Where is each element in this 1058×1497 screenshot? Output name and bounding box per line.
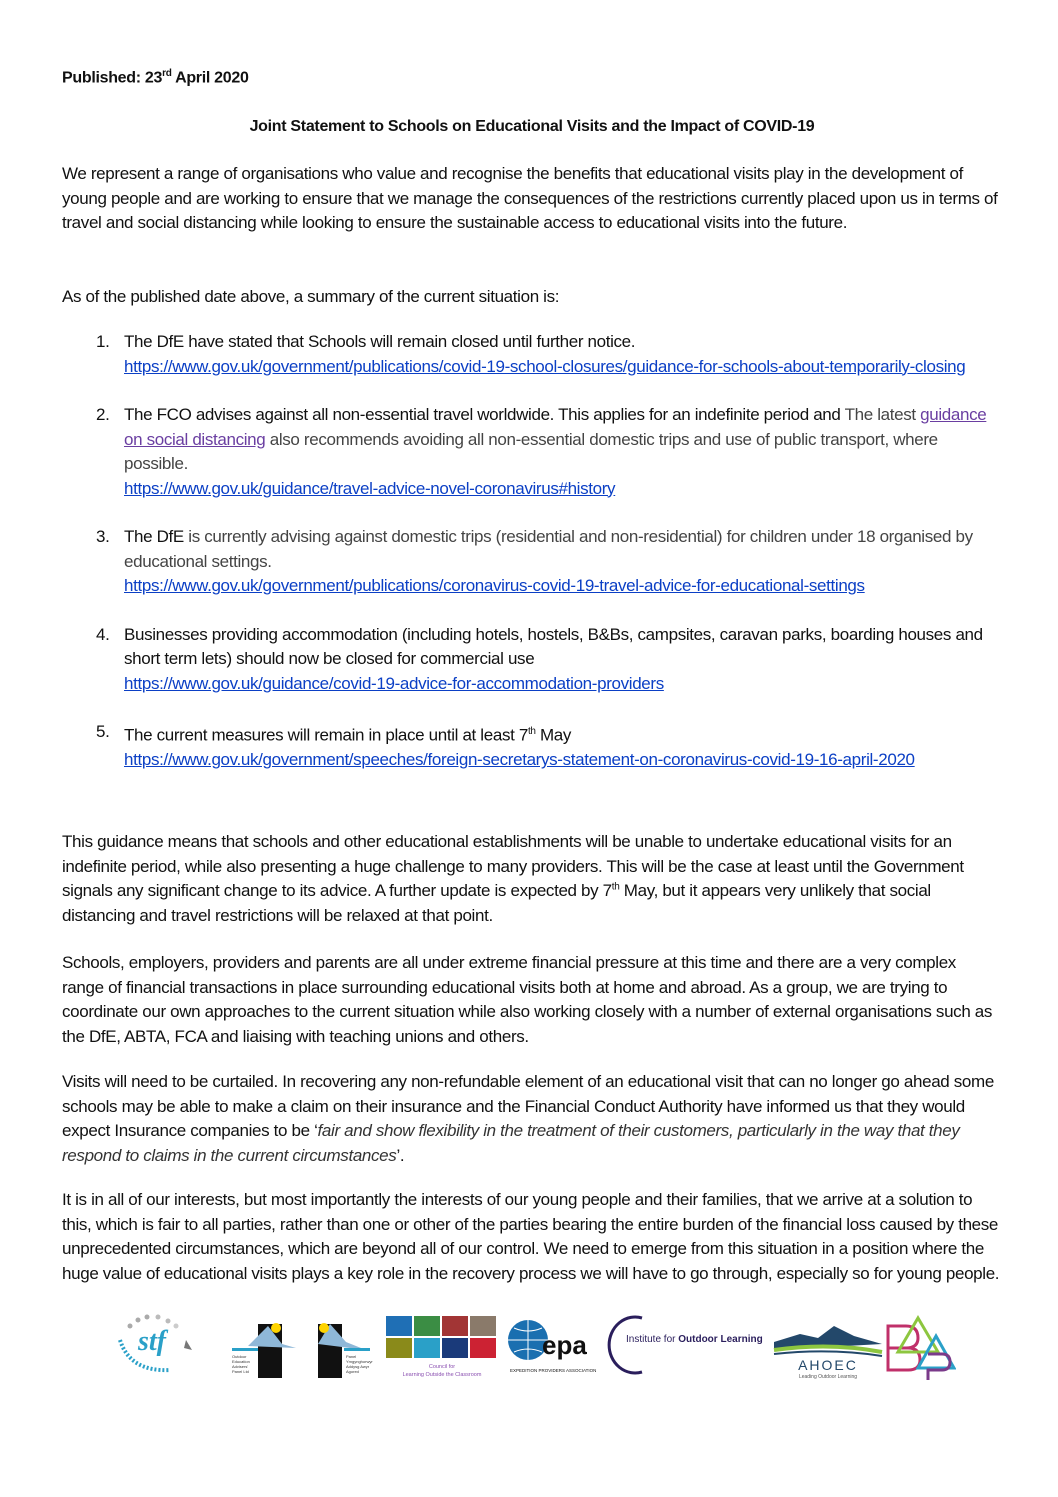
- svg-text:Panel Ltd: Panel Ltd: [232, 1369, 249, 1374]
- item-link[interactable]: https://www.gov.uk/government/publications/covid-19-school-closures/guidance-for-schools-about-temporarily-closing: [124, 356, 966, 376]
- item-link[interactable]: https://www.gov.uk/government/speeches/foreign-secretarys-statement-on-coronavirus-covid-19-16-april-2020: [124, 750, 915, 770]
- svg-text:Addysg Awyr: Addysg Awyr: [346, 1364, 370, 1369]
- published-date: [62, 68, 249, 87]
- published-label: Published: 23: [62, 69, 163, 87]
- list-number: 1.: [96, 332, 110, 351]
- para1-sup: th: [611, 881, 620, 893]
- item-text-grey: is currently advising against domestic trips (residential and non-residential) for children under 18 organised by educational settings.: [124, 527, 973, 571]
- conclusion-paragraph: It is in all of our interests, but most importantly the interests of our young people and their families, that we arrive at a solution to this, which is fair to all parties, rather than one or other of the parties bearing the entire burden of the financial loss caused by these unprecedented circumstances, which are beyond all of our control. We need to emerge from this situation in a position where the huge value of educational visits plays a key role in the recovery process we will have to go through, especially so for young people.: [62, 1190, 1000, 1283]
- situation-list: [62, 330, 1002, 773]
- financial-pressure-paragraph: Schools, employers, providers and parents are all under extreme financial pressure at this time and there are a very complex range of financial transactions in place surrounding educational visits both at home and abroad. As a group, we are trying to coordinate our own approaches to the current situation while also working closely with a number of external organisations such as the DfE, ABTA, FCA and liaising with teaching unions and others.: [62, 953, 993, 1046]
- item-sup: th: [527, 726, 536, 737]
- item-text: The current measures will remain in place until at least 7: [124, 725, 528, 745]
- list-number: 4.: [96, 624, 110, 644]
- item-text: Businesses providing accommodation (including hotels, hostels, B&Bs, campsites, caravan parks, boarding houses and short term lets) should now be closed for commercial use: [124, 624, 983, 668]
- svg-text:Council for: Council for: [428, 1364, 456, 1370]
- social-distancing-link[interactable]: guidance on social distancing: [124, 405, 987, 449]
- svg-text:Ymgynghorwyr: Ymgynghorwyr: [346, 1359, 373, 1364]
- oeap-welsh-logo-icon: [316, 1318, 386, 1378]
- lotc-logo-icon: [384, 1314, 500, 1380]
- oeap-logo: [230, 1318, 300, 1378]
- item-text-grey: The latest: [844, 405, 921, 424]
- item-link[interactable]: https://www.gov.uk/guidance/covid-19-advice-for-accommodation-providers: [124, 673, 664, 693]
- svg-text:Institute for Outdoor Learning: Institute for Outdoor Learning: [626, 1334, 763, 1345]
- svg-text:Outdoor: Outdoor: [232, 1354, 247, 1359]
- svg-text:Agored: Agored: [346, 1369, 359, 1374]
- fca-quote: fair and show flexibility in the treatment of their customers, particularly in the way that they respond to claims in the current circumstances: [62, 1121, 960, 1165]
- list-item: [62, 720, 1002, 773]
- list-number: 2.: [96, 405, 110, 424]
- item-text-rest: May: [535, 725, 572, 745]
- item-text-grey: also recommends avoiding all non-essential domestic trips and use of public transport, where possible.: [124, 429, 938, 473]
- oeap-logo-icon: [230, 1318, 300, 1378]
- ahoec-logo-icon: [770, 1320, 888, 1380]
- svg-text:Advisers': Advisers': [232, 1364, 249, 1369]
- published-rest: April 2020: [171, 69, 249, 87]
- svg-text:Education: Education: [232, 1359, 250, 1364]
- stf-logo-icon: [110, 1312, 200, 1378]
- item-text: The DfE have stated that Schools will remain closed until further notice.: [124, 332, 636, 351]
- svg-text:Panel: Panel: [346, 1354, 357, 1359]
- svg-text:AHOEC: AHOEC: [798, 1357, 858, 1373]
- para1-text: This guidance means that schools and other educational establishments will be unable to undertake educational visits for an indefinite period, while also presenting a huge challenge to many providers. This will be the case at least until the Government signals any significant change to its advice. A further update is expected by 7: [62, 832, 964, 900]
- ahoec-logo: [770, 1320, 888, 1380]
- epa-logo: [506, 1314, 606, 1380]
- document-title: Joint Statement to Schools on Educational Visits and the Impact of COVID-19: [249, 118, 815, 135]
- item-text: The DfE: [124, 527, 184, 546]
- insurance-paragraph: [62, 1070, 1002, 1168]
- bap-logo: [884, 1314, 956, 1380]
- stf-logo: [110, 1312, 200, 1378]
- svg-text:Learning Outside the Classroom: Learning Outside the Classroom: [402, 1372, 482, 1378]
- item-link[interactable]: https://www.gov.uk/government/publications/coronavirus-covid-19-travel-advice-for-educational-settings: [124, 576, 865, 595]
- item-link[interactable]: https://www.gov.uk/guidance/travel-advice-novel-coronavirus#history: [124, 478, 616, 498]
- list-item: [62, 330, 1002, 379]
- iol-logo-icon: [602, 1312, 768, 1378]
- summary-intro: As of the published date above, a summary of the current situation is:: [62, 287, 560, 306]
- guidance-paragraph: [62, 830, 1002, 928]
- intro-paragraph: We represent a range of organisations who value and recognise the benefits that educational visits play in the development of young people and are working to ensure that we manage the consequences of the restrictions currently placed upon us in terms of travel and social distancing while looking to ensure the sustainable access to educational visits into the future.: [62, 164, 998, 232]
- oeap-welsh-logo: [316, 1318, 386, 1378]
- svg-text:epa: epa: [542, 1330, 587, 1360]
- bap-logo-icon: [884, 1314, 956, 1380]
- svg-text:Leading Outdoor Learning: Leading Outdoor Learning: [798, 1374, 858, 1380]
- item-text: The FCO advises against all non-essential travel worldwide. This applies for an indefinite period and: [124, 405, 845, 424]
- para1-text-rest: May, but it appears very unlikely that social distancing and travel restrictions will be relaxed at that point.: [62, 881, 931, 925]
- lotc-logo: [384, 1314, 500, 1380]
- para3-text: Visits will need to be curtailed. In recovering any non-refundable element of an educational visit that can no longer go ahead some schools may be able to make a claim on their insurance and the Financial Conduct Authority have informed us that they would expect Insurance companies to be ‘: [62, 1072, 994, 1140]
- list-number: 5.: [96, 722, 110, 741]
- iol-logo: [602, 1312, 768, 1378]
- list-number: 3.: [96, 527, 110, 546]
- list-item: [62, 403, 1002, 501]
- epa-logo-icon: [506, 1314, 606, 1380]
- list-item: [62, 525, 1002, 599]
- partner-logos: [110, 1312, 970, 1392]
- para3-text-end: ’.: [396, 1145, 405, 1165]
- published-sup: rd: [162, 68, 172, 79]
- svg-text:EXPEDITION PROVIDERS ASSOCIATI: EXPEDITION PROVIDERS ASSOCIATION: [510, 1368, 597, 1373]
- list-item: [62, 623, 1002, 697]
- svg-text:stf: stf: [138, 1326, 166, 1357]
